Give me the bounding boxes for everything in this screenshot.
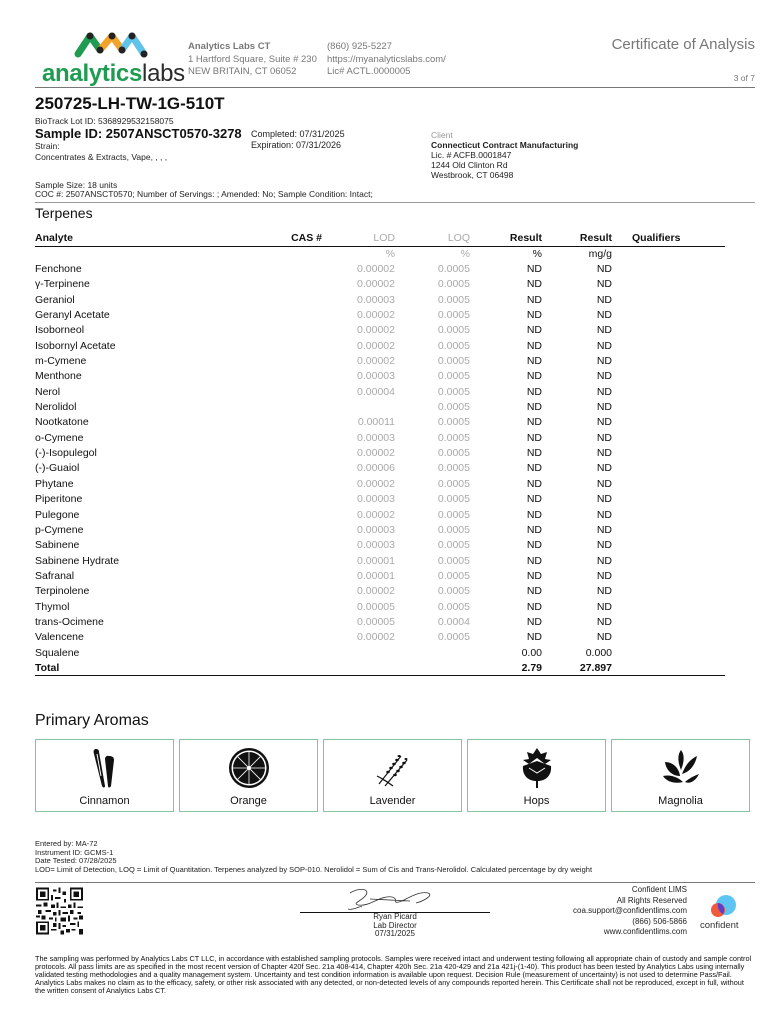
- table-row: [35, 292, 725, 307]
- loq-cell: 0.0005: [437, 508, 470, 521]
- cas-cell: [265, 261, 322, 276]
- expiration-date: Expiration: 07/31/2026: [251, 140, 342, 150]
- cas-cell: [265, 599, 322, 614]
- terpenes-title: Terpenes: [35, 205, 93, 221]
- lavender-icon: [371, 746, 415, 790]
- signature-image: [340, 885, 440, 913]
- loq-cell: 0.0005: [437, 539, 470, 552]
- analyte-cell: Nerol: [35, 385, 61, 398]
- lod-cell: 0.00002: [357, 508, 395, 521]
- units-row: [35, 246, 725, 261]
- result-mg-cell: ND: [596, 569, 612, 582]
- result-pct-cell: ND: [526, 278, 542, 291]
- sample-details: [35, 181, 373, 198]
- qualifier-cell: [612, 553, 725, 568]
- confident-wordmark: confident: [700, 920, 739, 931]
- table-row: [35, 461, 725, 476]
- result-pct-cell: ND: [526, 355, 542, 368]
- table-row: [35, 277, 725, 292]
- loq-cell: 0.0005: [437, 385, 470, 398]
- analyte-cell: Nootkatone: [35, 416, 89, 429]
- total-pct: 2.79: [470, 660, 542, 675]
- loq-cell: 0.0005: [437, 431, 470, 444]
- cas-cell: [265, 353, 322, 368]
- aroma-card-hops: [467, 739, 606, 812]
- aroma-label: Magnolia: [658, 795, 703, 807]
- cas-cell: [265, 492, 322, 507]
- lims-email-link[interactable]: coa.support@confidentlims.com: [573, 906, 687, 915]
- result-pct-cell: ND: [526, 385, 542, 398]
- aroma-label: Lavender: [369, 795, 416, 807]
- analyte-cell: (-)-Isopulegol: [35, 447, 97, 460]
- lod-cell: 0.00002: [357, 324, 395, 337]
- qualifier-cell: [612, 277, 725, 292]
- analyte-cell: Geraniol: [35, 293, 75, 306]
- cas-cell: [265, 614, 322, 629]
- signer-title: Lab Director: [373, 920, 417, 930]
- lod-cell: 0.00006: [357, 462, 395, 475]
- unit-lod: %: [385, 247, 395, 260]
- result-mg-cell: ND: [596, 477, 612, 490]
- batch-id: 250725-LH-TW-1G-510T: [35, 94, 225, 113]
- cas-cell: [265, 369, 322, 384]
- header-cas: CAS #: [265, 231, 322, 246]
- loq-cell: 0.0005: [437, 554, 470, 567]
- signer-block: [300, 913, 490, 939]
- loq-cell: 0.0005: [437, 447, 470, 460]
- table-row: [35, 599, 725, 614]
- header-result-pct: Result: [470, 231, 542, 246]
- lab-address-line1: 1 Hartford Square, Suite # 230: [188, 53, 317, 65]
- lod-cell: 0.00001: [357, 569, 395, 582]
- loq-cell: 0.0005: [437, 263, 470, 276]
- legal-disclaimer: The sampling was performed by Analytics Labs CT LLC, in accordance with established sampling protocols. Samples were received intact and underwent testing following all appropriate chain of custody and sample control protocols. All pass limits are as specified in the most recent version of Chapter 420f Sec. 21a 408-414, Chapter 420h Sec. 21a 420-429 and 21a 421j-(1-40). This product has been tested by Analytics Labs using internally validated testing methodologies and a quality management system. Uncertainty and test condition information is available upon request. Decision Rule (measurement of uncertainty) is not used to determine Pass/Fail. Analytics Labs makes no claim as to the efficacy, safety, or other risk associated with any detected, or non-detected levels of any compounds reported herein. This Certificate shall not be reproduced, except in full, without the written consent of Analytics Labs CT.: [35, 954, 752, 995]
- qualifier-cell: [612, 445, 725, 460]
- lod-cell: 0.00002: [357, 355, 395, 368]
- lod-cell: 0.00003: [357, 523, 395, 536]
- client-info: [431, 130, 578, 180]
- qualifier-cell: [612, 323, 725, 338]
- result-pct-cell: ND: [526, 631, 542, 644]
- analyte-cell: Safranal: [35, 569, 75, 582]
- loq-cell: 0.0005: [437, 569, 470, 582]
- qualifier-cell: [612, 461, 725, 476]
- analyte-cell: Sabinene: [35, 539, 80, 552]
- result-pct-cell: ND: [526, 508, 542, 521]
- loq-cell: 0.0004: [437, 615, 470, 628]
- qualifier-cell: [612, 507, 725, 522]
- loq-cell: 0.0005: [437, 401, 470, 414]
- result-mg-cell: ND: [596, 324, 612, 337]
- signer-date: 07/31/2025: [374, 929, 416, 938]
- cas-cell: [265, 630, 322, 645]
- table-row: [35, 553, 725, 568]
- result-mg-cell: ND: [596, 462, 612, 475]
- analyte-cell: trans-Ocimene: [35, 615, 104, 628]
- qr-code-icon[interactable]: [36, 886, 83, 936]
- lab-phone: (860) 925-5227: [327, 41, 392, 52]
- loq-cell: 0.0005: [437, 309, 470, 322]
- result-mg-cell: ND: [596, 339, 612, 352]
- result-pct-cell: ND: [526, 339, 542, 352]
- result-pct-cell: ND: [526, 600, 542, 613]
- table-row: [35, 645, 725, 660]
- table-row: [35, 507, 725, 522]
- analyte-cell: Phytane: [35, 477, 74, 490]
- coc-info: COC #: 2507ANSCT0570; Number of Servings: ; Amended: No; Sample Condition: Intact;: [35, 188, 373, 199]
- result-pct-cell: ND: [526, 324, 542, 337]
- result-mg-cell: ND: [596, 508, 612, 521]
- cas-cell: [265, 307, 322, 322]
- result-mg-cell: ND: [596, 293, 612, 306]
- lod-cell: 0.00002: [357, 631, 395, 644]
- header-qualifiers: Qualifiers: [612, 231, 725, 246]
- cas-cell: [265, 584, 322, 599]
- result-mg-cell: ND: [596, 554, 612, 567]
- result-pct-cell: ND: [526, 539, 542, 552]
- result-mg-cell: ND: [596, 431, 612, 444]
- analyte-cell: o-Cymene: [35, 431, 84, 444]
- strain-label: Strain:: [35, 141, 60, 151]
- analyte-cell: Isobornyl Acetate: [35, 339, 116, 352]
- qualifier-cell: [612, 399, 725, 414]
- strain-info: [35, 141, 167, 162]
- lab-name: Analytics Labs CT: [188, 41, 271, 52]
- table-row: [35, 522, 725, 537]
- result-mg-cell: ND: [596, 615, 612, 628]
- analytics-labs-logo: [42, 30, 185, 88]
- lod-cell: 0.00002: [357, 263, 395, 276]
- result-mg-cell: ND: [596, 385, 612, 398]
- date-tested: Date Tested: 07/28/2025: [35, 856, 117, 865]
- loq-cell: 0.0005: [437, 600, 470, 613]
- result-mg-cell: ND: [596, 401, 612, 414]
- lod-cell: [322, 399, 395, 414]
- cas-cell: [265, 507, 322, 522]
- result-pct-cell: ND: [526, 293, 542, 306]
- footer-divider: [35, 882, 755, 883]
- result-pct-cell: ND: [526, 615, 542, 628]
- cas-cell: [265, 522, 322, 537]
- loq-cell: 0.0005: [437, 355, 470, 368]
- total-row: [35, 660, 725, 675]
- analyte-cell: Isoborneol: [35, 324, 85, 337]
- result-pct-cell: ND: [526, 309, 542, 322]
- lab-website-link[interactable]: https://myanalyticslabs.com/: [327, 53, 446, 65]
- biotrack-lot-id: BioTrack Lot ID: 5368929532158075: [35, 116, 174, 126]
- result-pct-cell: ND: [526, 477, 542, 490]
- confident-logo-icon: [708, 894, 738, 920]
- aroma-card-lavender: [323, 739, 462, 812]
- header-divider: [35, 87, 755, 88]
- header-loq: LOQ: [395, 231, 470, 246]
- analyte-cell: Squalene: [35, 646, 80, 659]
- result-pct-cell: ND: [526, 263, 542, 276]
- lod-cell: 0.00003: [357, 493, 395, 506]
- lod-cell: 0.00002: [357, 585, 395, 598]
- lab-info: [188, 41, 317, 79]
- cas-cell: [265, 445, 322, 460]
- result-mg-cell: ND: [596, 263, 612, 276]
- result-mg-cell: ND: [596, 278, 612, 291]
- cas-cell: [265, 568, 322, 583]
- lod-cell: 0.00001: [357, 554, 395, 567]
- client-license: Lic. # ACFB.0001847: [431, 150, 512, 160]
- result-pct-cell: 0.00: [521, 646, 542, 659]
- analyte-cell: Geranyl Acetate: [35, 309, 110, 322]
- logo-mark-icon: [74, 30, 150, 58]
- qualifier-cell: [612, 522, 725, 537]
- cas-cell: [265, 461, 322, 476]
- total-mg: 27.897: [542, 660, 612, 675]
- result-mg-cell: ND: [596, 355, 612, 368]
- client-name: Connecticut Contract Manufacturing: [431, 140, 579, 150]
- loq-cell: [395, 645, 470, 660]
- result-mg-cell: ND: [596, 523, 612, 536]
- table-row: [35, 353, 725, 368]
- qualifier-cell: [612, 415, 725, 430]
- table-row: [35, 323, 725, 338]
- aroma-card-magnolia: [611, 739, 750, 812]
- analyte-cell: Valencene: [35, 631, 84, 644]
- loq-cell: 0.0005: [437, 631, 470, 644]
- cas-cell: [265, 538, 322, 553]
- method-notes: LOD= Limit of Detection, LOQ = Limit of Quantitation. Terpenes analyzed by SOP-010. Nerolidol = Sum of Cis and Trans-Nerolidol. Calculated percentage by dry weight: [35, 864, 593, 874]
- qualifier-cell: [612, 353, 725, 368]
- aroma-card-orange: [179, 739, 318, 812]
- cas-cell: [265, 338, 322, 353]
- table-row: [35, 384, 725, 399]
- lod-cell: 0.00004: [357, 385, 395, 398]
- result-pct-cell: ND: [526, 493, 542, 506]
- logo-wordmark: analyticslabs: [42, 60, 185, 87]
- table-row: [35, 476, 725, 491]
- analyte-cell: p-Cymene: [35, 523, 84, 536]
- client-address-line2: Westbrook, CT 06498: [431, 170, 514, 180]
- qualifier-cell: [612, 261, 725, 276]
- analyte-cell: Sabinene Hydrate: [35, 554, 120, 567]
- result-pct-cell: ND: [526, 523, 542, 536]
- analyte-cell: (-)-Guaiol: [35, 462, 80, 475]
- result-mg-cell: ND: [596, 370, 612, 383]
- sample-id: Sample ID: 2507ANSCT0570-3278: [35, 126, 242, 141]
- qualifier-cell: [612, 492, 725, 507]
- terpenes-divider: [35, 202, 755, 203]
- table-row: [35, 399, 725, 414]
- client-address-line1: 1244 Old Clinton Rd: [431, 160, 508, 170]
- lims-info: [573, 885, 687, 938]
- result-pct-cell: ND: [526, 462, 542, 475]
- lims-phone: (866) 506-5866: [632, 916, 687, 926]
- loq-cell: 0.0005: [437, 324, 470, 337]
- qualifier-cell: [612, 292, 725, 307]
- lod-cell: 0.00005: [357, 615, 395, 628]
- lod-cell: 0.00005: [357, 600, 395, 613]
- loq-cell: 0.0005: [437, 523, 470, 536]
- table-row: [35, 492, 725, 507]
- result-pct-cell: ND: [526, 431, 542, 444]
- loq-cell: 0.0005: [437, 416, 470, 429]
- lod-cell: 0.00002: [357, 309, 395, 322]
- terpenes-table: [35, 231, 725, 676]
- cas-cell: [265, 645, 322, 660]
- lims-name: Confident LIMS: [631, 885, 687, 894]
- qualifier-cell: [612, 307, 725, 322]
- footer-meta: [35, 840, 592, 874]
- sample-dates: [251, 129, 345, 151]
- table-row: [35, 369, 725, 384]
- lims-website-link[interactable]: www.confidentlims.com: [603, 927, 687, 936]
- qualifier-cell: [612, 584, 725, 599]
- result-mg-cell: ND: [596, 309, 612, 322]
- loq-cell: 0.0005: [437, 477, 470, 490]
- qualifier-cell: [612, 538, 725, 553]
- result-mg-cell: ND: [596, 539, 612, 552]
- cas-cell: [265, 277, 322, 292]
- qualifier-cell: [612, 568, 725, 583]
- lims-rights: All Rights Reserved: [616, 895, 687, 905]
- aroma-list: [35, 739, 750, 812]
- loq-cell: 0.0005: [437, 585, 470, 598]
- analyte-cell: Nerolidol: [35, 401, 77, 414]
- table-row: [35, 415, 725, 430]
- instrument-id: Instrument ID: GCMS-1: [35, 847, 114, 857]
- table-row: [35, 630, 725, 645]
- aroma-label: Orange: [230, 795, 267, 807]
- aroma-label: Cinnamon: [79, 795, 130, 807]
- result-pct-cell: ND: [526, 569, 542, 582]
- loq-cell: 0.0005: [437, 493, 470, 506]
- loq-cell: 0.0005: [437, 293, 470, 306]
- cas-cell: [265, 384, 322, 399]
- analyte-cell: Piperitone: [35, 493, 83, 506]
- result-pct-cell: ND: [526, 585, 542, 598]
- result-mg-cell: ND: [596, 493, 612, 506]
- result-mg-cell: ND: [596, 585, 612, 598]
- client-label: Client: [431, 130, 453, 140]
- table-row: [35, 307, 725, 322]
- header-lod: LOD: [322, 231, 395, 246]
- analyte-cell: Fenchone: [35, 263, 82, 276]
- lod-cell: 0.00003: [357, 539, 395, 552]
- analyte-cell: Menthone: [35, 370, 82, 383]
- cas-cell: [265, 399, 322, 414]
- result-pct-cell: ND: [526, 416, 542, 429]
- aroma-card-cinnamon: [35, 739, 174, 812]
- cas-cell: [265, 553, 322, 568]
- qualifier-cell: [612, 599, 725, 614]
- table-row: [35, 430, 725, 445]
- qualifier-cell: [612, 614, 725, 629]
- qualifier-cell: [612, 430, 725, 445]
- cas-cell: [265, 415, 322, 430]
- qualifier-cell: [612, 338, 725, 353]
- result-mg-cell: ND: [596, 631, 612, 644]
- loq-cell: 0.0005: [437, 339, 470, 352]
- table-row: [35, 614, 725, 629]
- result-mg-cell: ND: [596, 447, 612, 460]
- signer-name: Ryan Picard: [373, 912, 417, 921]
- table-row: [35, 261, 725, 276]
- cas-cell: [265, 292, 322, 307]
- unit-result-pct: %: [532, 247, 542, 260]
- analyte-cell: m-Cymene: [35, 355, 87, 368]
- unit-loq: %: [460, 247, 470, 260]
- hops-icon: [515, 746, 559, 790]
- analyte-cell: Thymol: [35, 600, 70, 613]
- qualifier-cell: [612, 645, 725, 660]
- loq-cell: 0.0005: [437, 278, 470, 291]
- loq-cell: 0.0005: [437, 370, 470, 383]
- lod-cell: 0.00002: [357, 447, 395, 460]
- lod-cell: 0.00003: [357, 370, 395, 383]
- table-row: [35, 538, 725, 553]
- qualifier-cell: [612, 630, 725, 645]
- result-mg-cell: ND: [596, 416, 612, 429]
- result-pct-cell: ND: [526, 554, 542, 567]
- header-analyte: Analyte: [35, 231, 265, 246]
- lod-cell: 0.00002: [357, 278, 395, 291]
- lod-cell: 0.00002: [357, 339, 395, 352]
- result-pct-cell: ND: [526, 401, 542, 414]
- loq-cell: 0.0005: [437, 462, 470, 475]
- confident-logo: [700, 894, 746, 932]
- product-category: Concentrates & Extracts, Vape, , , ,: [35, 151, 168, 162]
- primary-aromas-title: Primary Aromas: [35, 712, 149, 729]
- result-pct-cell: ND: [526, 447, 542, 460]
- header-result-mg: Result: [542, 231, 612, 246]
- table-row: [35, 568, 725, 583]
- cinnamon-icon: [83, 746, 127, 790]
- lod-cell: 0.00002: [357, 477, 395, 490]
- lab-address-line2: NEW BRITAIN, CT 06052: [188, 66, 297, 77]
- magnolia-icon: [659, 746, 703, 790]
- result-pct-cell: ND: [526, 370, 542, 383]
- lab-contact: [327, 41, 446, 79]
- table-row: [35, 338, 725, 353]
- aroma-label: Hops: [523, 795, 550, 807]
- table-row: [35, 584, 725, 599]
- document-title: Certificate of Analysis: [611, 36, 755, 53]
- analyte-cell: Pulegone: [35, 508, 80, 521]
- table-row: [35, 445, 725, 460]
- qualifier-cell: [612, 384, 725, 399]
- page-number: 3 of 7: [733, 73, 755, 83]
- total-label: Total: [35, 660, 265, 675]
- qualifier-cell: [612, 369, 725, 384]
- analyte-cell: Terpinolene: [35, 585, 90, 598]
- qualifier-cell: [612, 476, 725, 491]
- result-mg-cell: ND: [596, 600, 612, 613]
- analyte-cell: γ-Terpinene: [35, 278, 90, 291]
- cas-cell: [265, 430, 322, 445]
- orange-icon: [227, 746, 271, 790]
- lod-cell: [322, 645, 395, 660]
- table-header-row: [35, 231, 725, 246]
- completed-date: Completed: 07/31/2025: [251, 129, 345, 139]
- cas-cell: [265, 323, 322, 338]
- sample-size: Sample Size: 18 units: [35, 180, 118, 190]
- lod-cell: 0.00011: [357, 416, 395, 429]
- lod-cell: 0.00003: [357, 293, 395, 306]
- entered-by: Entered by: MA-72: [35, 839, 98, 848]
- result-mg-cell: 0.000: [585, 646, 612, 659]
- lod-cell: 0.00003: [357, 431, 395, 444]
- cas-cell: [265, 476, 322, 491]
- unit-result-mg: mg/g: [588, 247, 612, 260]
- lab-license: Lic# ACTL.0000005: [327, 66, 411, 77]
